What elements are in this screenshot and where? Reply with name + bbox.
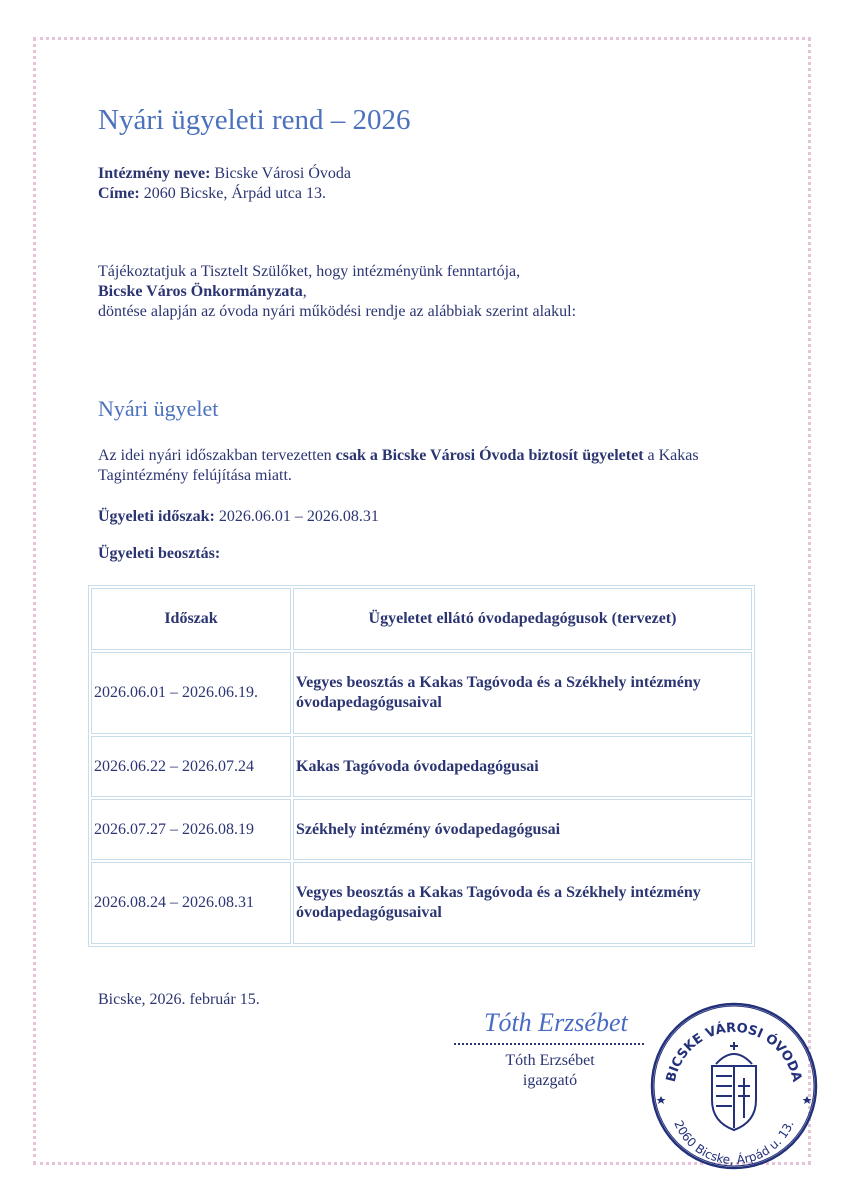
intro-line: döntése alapján az óvoda nyári működési rendje az alábbiak szerint alakul: xyxy=(98,303,577,320)
address-label: Címe: xyxy=(98,185,140,202)
table-cell-period: 2026.06.22 – 2026.07.24 xyxy=(91,736,291,797)
signer-block xyxy=(480,1051,620,1091)
table-cell-staff xyxy=(293,652,752,734)
table-row xyxy=(91,799,752,860)
name-label: Intézmény neve: xyxy=(98,165,211,182)
signer-title: igazgató xyxy=(522,1072,578,1089)
table-cell-staff xyxy=(293,799,752,860)
staff-text: Vegyes beosztás a Kakas Tagóvoda és a Székhely intézmény óvodapedagógusaival xyxy=(296,884,701,921)
page-title: Nyári ügyeleti rend – 2026 xyxy=(98,104,411,136)
intro-line: Tájékoztatjuk a Tisztelt Szülőket, hogy intézményünk fenntartója, xyxy=(98,263,521,280)
intro-comma: , xyxy=(302,283,307,300)
table-cell-period: 2026.06.01 – 2026.06.19. xyxy=(91,652,291,734)
period-value: 2026.06.01 – 2026.08.31 xyxy=(218,508,379,525)
table-cell-period: 2026.08.24 – 2026.08.31 xyxy=(91,862,291,944)
staff-text: Kakas Tagóvoda óvodapedagógusai xyxy=(296,757,539,775)
handwritten-signature: Tóth Erzsébet xyxy=(484,1008,628,1037)
star-icon xyxy=(803,1096,812,1104)
intro-paragraph xyxy=(98,262,576,322)
table-cell-staff xyxy=(293,862,752,944)
place-date: Bicske, 2026. február 15. xyxy=(98,991,260,1008)
stamp-bottom-text: 2060 Bicske, Árpád u. 13. xyxy=(671,1118,797,1168)
table-cell-period: 2026.07.27 – 2026.08.19 xyxy=(91,799,291,860)
staff-text: Székhely intézmény óvodapedagógusai xyxy=(296,820,561,838)
table-row xyxy=(91,862,752,944)
table-row xyxy=(91,652,752,734)
staff-text: Vegyes beosztás a Kakas Tagóvoda és a Székhely intézmény óvodapedagógusaival xyxy=(296,674,701,711)
coat-of-arms-icon xyxy=(712,1042,756,1130)
schedule-label-text: Ügyeleti beosztás: xyxy=(98,545,221,562)
section-text xyxy=(98,446,758,486)
section-heading: Nyári ügyelet xyxy=(98,396,219,421)
table-header-row xyxy=(91,588,752,650)
signature-line xyxy=(454,1043,644,1045)
period-line xyxy=(98,507,379,527)
intro-municipality: Bicske Város Önkormányzata xyxy=(98,283,303,300)
text-part: a Kakas Tagintézmény felújítása miatt. xyxy=(98,447,699,484)
institution-info xyxy=(98,164,351,204)
table-cell-staff xyxy=(293,736,752,797)
official-stamp xyxy=(648,1000,820,1172)
star-icon xyxy=(657,1096,666,1104)
text-part: Az idei nyári időszakban tervezetten xyxy=(98,447,336,464)
institution-name: Bicske Városi Óvoda xyxy=(214,165,351,182)
institution-address: 2060 Bicske, Árpád utca 13. xyxy=(143,185,326,202)
table-header: Ügyeletet ellátó óvodapedagógusok (tervezet) xyxy=(293,588,752,650)
stamp-top-text: BICSKE VÁROSI ÓVODA xyxy=(663,1020,805,1084)
schedule-table xyxy=(88,585,755,947)
signer-name: Tóth Erzsébet xyxy=(505,1052,595,1069)
period-label: Ügyeleti időszak: xyxy=(98,508,215,525)
text-bold: csak a Bicske Városi Óvoda biztosít ügyeletet xyxy=(335,447,644,464)
table-header: Időszak xyxy=(91,588,291,650)
table-row xyxy=(91,736,752,797)
schedule-label xyxy=(98,544,220,564)
